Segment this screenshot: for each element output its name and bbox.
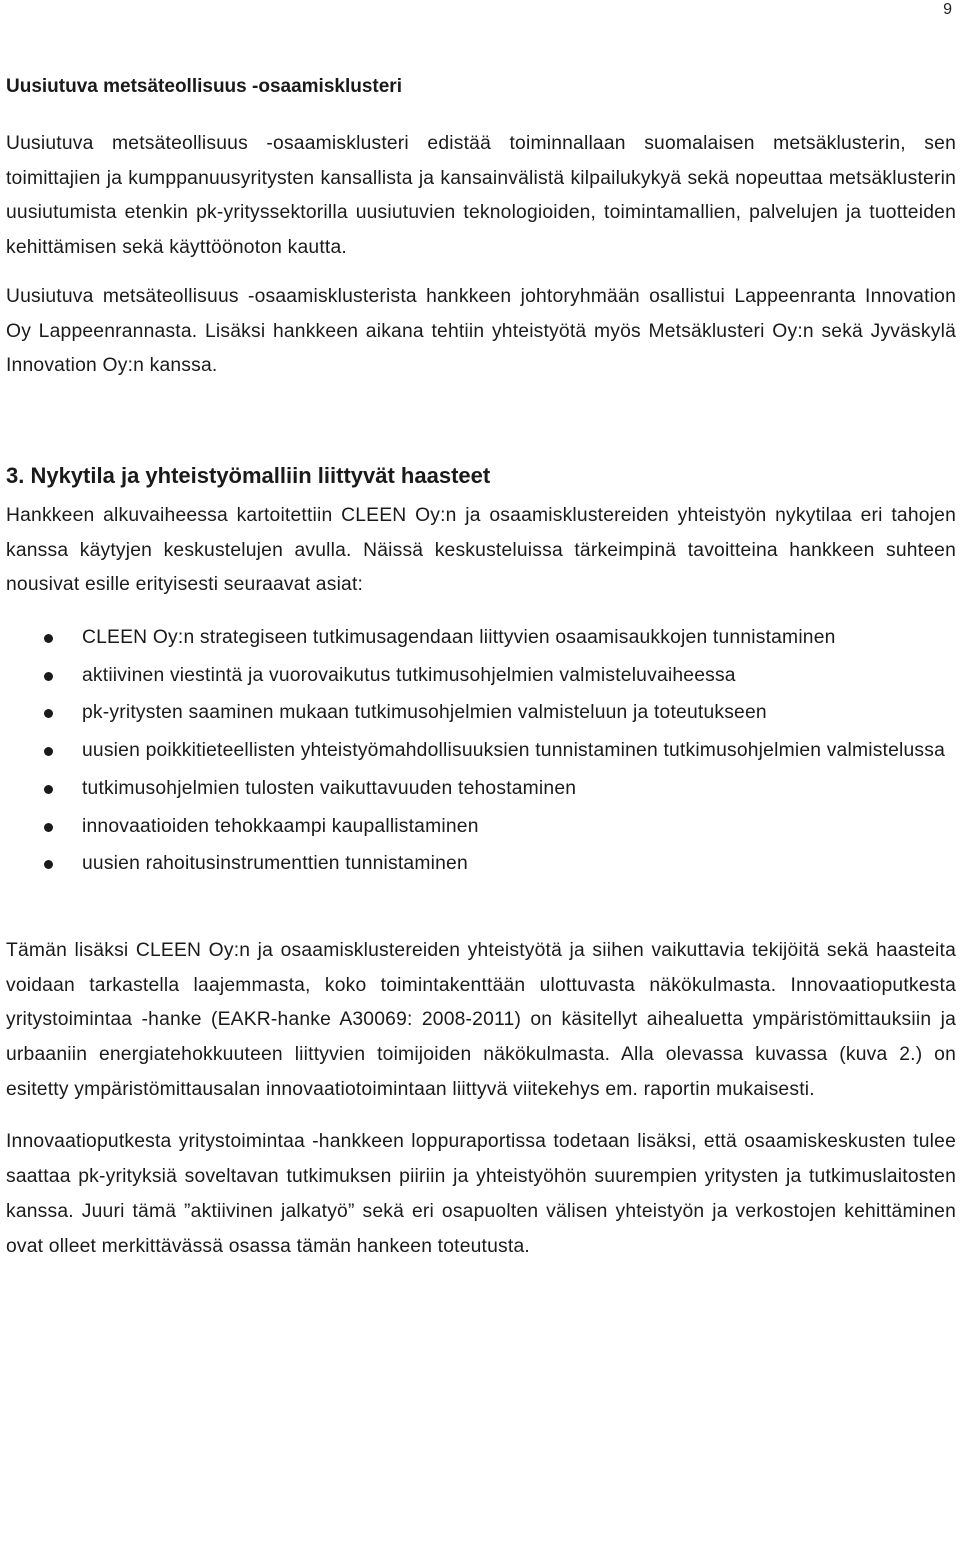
bullet-icon (44, 747, 53, 756)
list-item-text: CLEEN Oy:n strategiseen tutkimusagendaan liittyvien osaamisaukkojen tunnistaminen (82, 627, 836, 649)
paragraph-cluster-steering-group: Uusiutuva metsäteollisuus -osaamisklusterista hankkeen johtoryhmään osallistui Lappeenranta Innovation Oy Lappeenrannasta. Lisäksi hankkeen aikana tehtiin yhteistyötä myös Metsäklusteri Oy:n sekä Jyväskylä Innovation Oy:n kanssa. (6, 285, 956, 377)
bullet-icon (44, 672, 53, 681)
bullet-icon (44, 785, 53, 794)
bullet-icon (44, 709, 53, 718)
list-item-text: aktiivinen viestintä ja vuorovaikutus tutkimusohjelmien valmisteluvaiheessa (82, 664, 736, 686)
list-item (6, 696, 956, 731)
bullet-icon (44, 634, 53, 643)
list-item (6, 772, 956, 807)
paragraph-final-report: Innovaatioputkesta yritystoimintaa -hankkeen loppuraportissa todetaan lisäksi, että osaamiskeskusten tulee saattaa pk-yrityksiä soveltavan tutkimuksen piiriin ja yhteistyöhön suurempien yritysten ja tutkimuslaitosten kanssa. Juuri tämä ”aktiivinen jalkatyö” sekä eri osapuolten välisen yhteistyön ja verkostojen kehittäminen ovat olleet merkittävässä osassa tämän hankeen toteutusta. (6, 1131, 956, 1257)
list-item-text: uusien rahoitusinstrumenttien tunnistaminen (82, 853, 468, 875)
bullet-icon (44, 823, 53, 832)
paragraph-cluster-description: Uusiutuva metsäteollisuus -osaamisklusteri edistää toiminnallaan suomalaisen metsäklusterin, sen toimittajien ja kumppanuusyritysten kansallista ja kansainvälistä kilpailukykyä sekä nopeuttaa metsäklusterin uusiutumista etenkin pk-yrityssektorilla uusiutuvien teknologioiden, toimintamallien, palvelujen ja tuotteiden kehittämisen sekä käyttöönoton kautta. (6, 133, 956, 259)
list-item (6, 810, 956, 845)
paragraph-chapter-intro: Hankkeen alkuvaiheessa kartoitettiin CLEEN Oy:n ja osaamisklustereiden yhteistyön nykytilaa eri tahojen kanssa käytyjen keskustelujen avulla. Näissä keskusteluissa tärkeimpinä tavoitteina hankkeen suhteen nousivat esille erityisesti seuraavat asiat: (6, 504, 956, 596)
list-item-text: pk-yritysten saaminen mukaan tutkimusohjelmien valmisteluun ja toteutukseen (82, 702, 767, 724)
list-item (6, 734, 956, 769)
paragraph-wider-perspective: Tämän lisäksi CLEEN Oy:n ja osaamisklustereiden yhteistyötä ja siihen vaikuttavia tekijöitä sekä haasteita voidaan tarkastella laajemmasta, koko toimintakenttään ulottuvasta näkökulmasta. Innovaatioputkesta yritystoimintaa -hanke (EAKR-hanke A30069: 2008-2011) on käsitellyt aihealuetta ympäristömittauksiin ja urbaaniin energiatehokkuuteen liittyvien toimijoiden näkökulmasta. Alla olevassa kuvassa (kuva 2.) on esitetty ympäristömittausalan innovaatiotoimintaan liittyvä viitekehys em. raportin mukaisesti. (6, 939, 956, 1100)
list-item-text: uusien poikkitieteellisten yhteistyömahdollisuuksien tunnistaminen tutkimusohjelmien valmistelussa (82, 740, 946, 762)
bullet-icon (44, 860, 53, 869)
list-item-text: tutkimusohjelmien tulosten vaikuttavuuden tehostaminen (82, 777, 577, 799)
document-body (6, 74, 956, 1264)
list-item (6, 847, 956, 882)
chapter-heading: 3. Nykytila ja yhteistyömalliin liittyvät haasteet (6, 462, 491, 488)
goals-list (6, 621, 956, 882)
list-item (6, 659, 956, 694)
list-item-text: innovaatioiden tehokkaampi kaupallistaminen (82, 815, 479, 837)
section-heading-cluster: Uusiutuva metsäteollisuus -osaamisklusteri (6, 76, 402, 97)
page-number: 9 (943, 1, 952, 18)
list-item (6, 621, 956, 656)
